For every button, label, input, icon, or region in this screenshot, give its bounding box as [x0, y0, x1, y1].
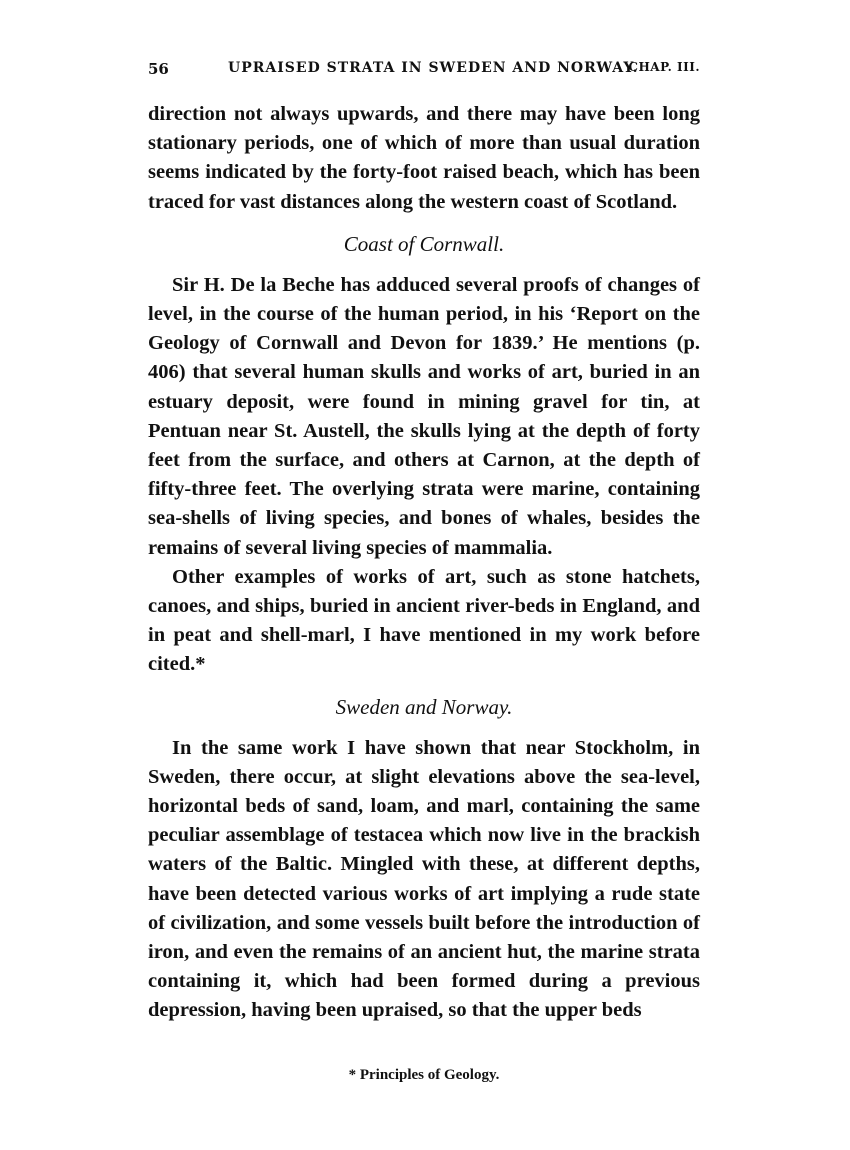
- footnote: * Principles of Geology.: [348, 1067, 500, 1083]
- paragraph-de-la-beche: Sir H. De la Beche has adduced several proofs of changes of level, in the course of the human period, in his ‘Report on the Geology of Cornwall and Devon for 1839.’ He mentions (p. 406) that several human skulls and works of art, buried in an estuary deposit, were found in mining gravel for tin, at Pentuan near St. Austell, the skulls lying at the depth of forty feet from the surface, and others at Carnon, at the depth of fifty-three feet. The overlying strata were marine, containing sea-shells of living species, and bones of whales, besides the remains of several living species of mammalia.: [148, 273, 700, 559]
- paragraph-stockholm: In the same work I have shown that near Stockholm, in Sweden, there occur, at slight elevations above the sea-level, horizontal beds of sand, loam, and marl, containing the same peculiar assemblage of testacea which now live in the brackish waters of the Baltic. Mingled with these, at different depths, have been detected various works of art implying a rude state of civilization, and some vessels built before the introduction of iron, and even the remains of an ancient hut, the marine strata containing it, which had been formed during a previous depression, having been upraised, so that the upper beds: [148, 736, 700, 1022]
- running-head: [148, 60, 700, 86]
- body-text: [148, 100, 700, 1026]
- paragraph-continuation: direction not always upwards, and there may have been long stationary periods, one of which of more than usual duration seems indicated by the forty-foot raised beach, which has been traced for vast distances along the western coast of Scotland.: [148, 103, 700, 213]
- section-heading-sweden: Sweden and Norway.: [335, 694, 513, 719]
- chapter-reference: CHAP. III.: [628, 60, 700, 74]
- page-number: 56: [148, 60, 169, 78]
- paragraph-other-examples: Other examples of works of art, such as stone hatchets, canoes, and ships, buried in ancient river-beds in England, and in peat and shell-marl, I have mentioned in my work before cited.*: [148, 565, 700, 676]
- running-title: UPRAISED STRATA IN SWEDEN AND NORWAY.: [228, 60, 639, 76]
- section-heading-cornwall: Coast of Cornwall.: [343, 231, 505, 256]
